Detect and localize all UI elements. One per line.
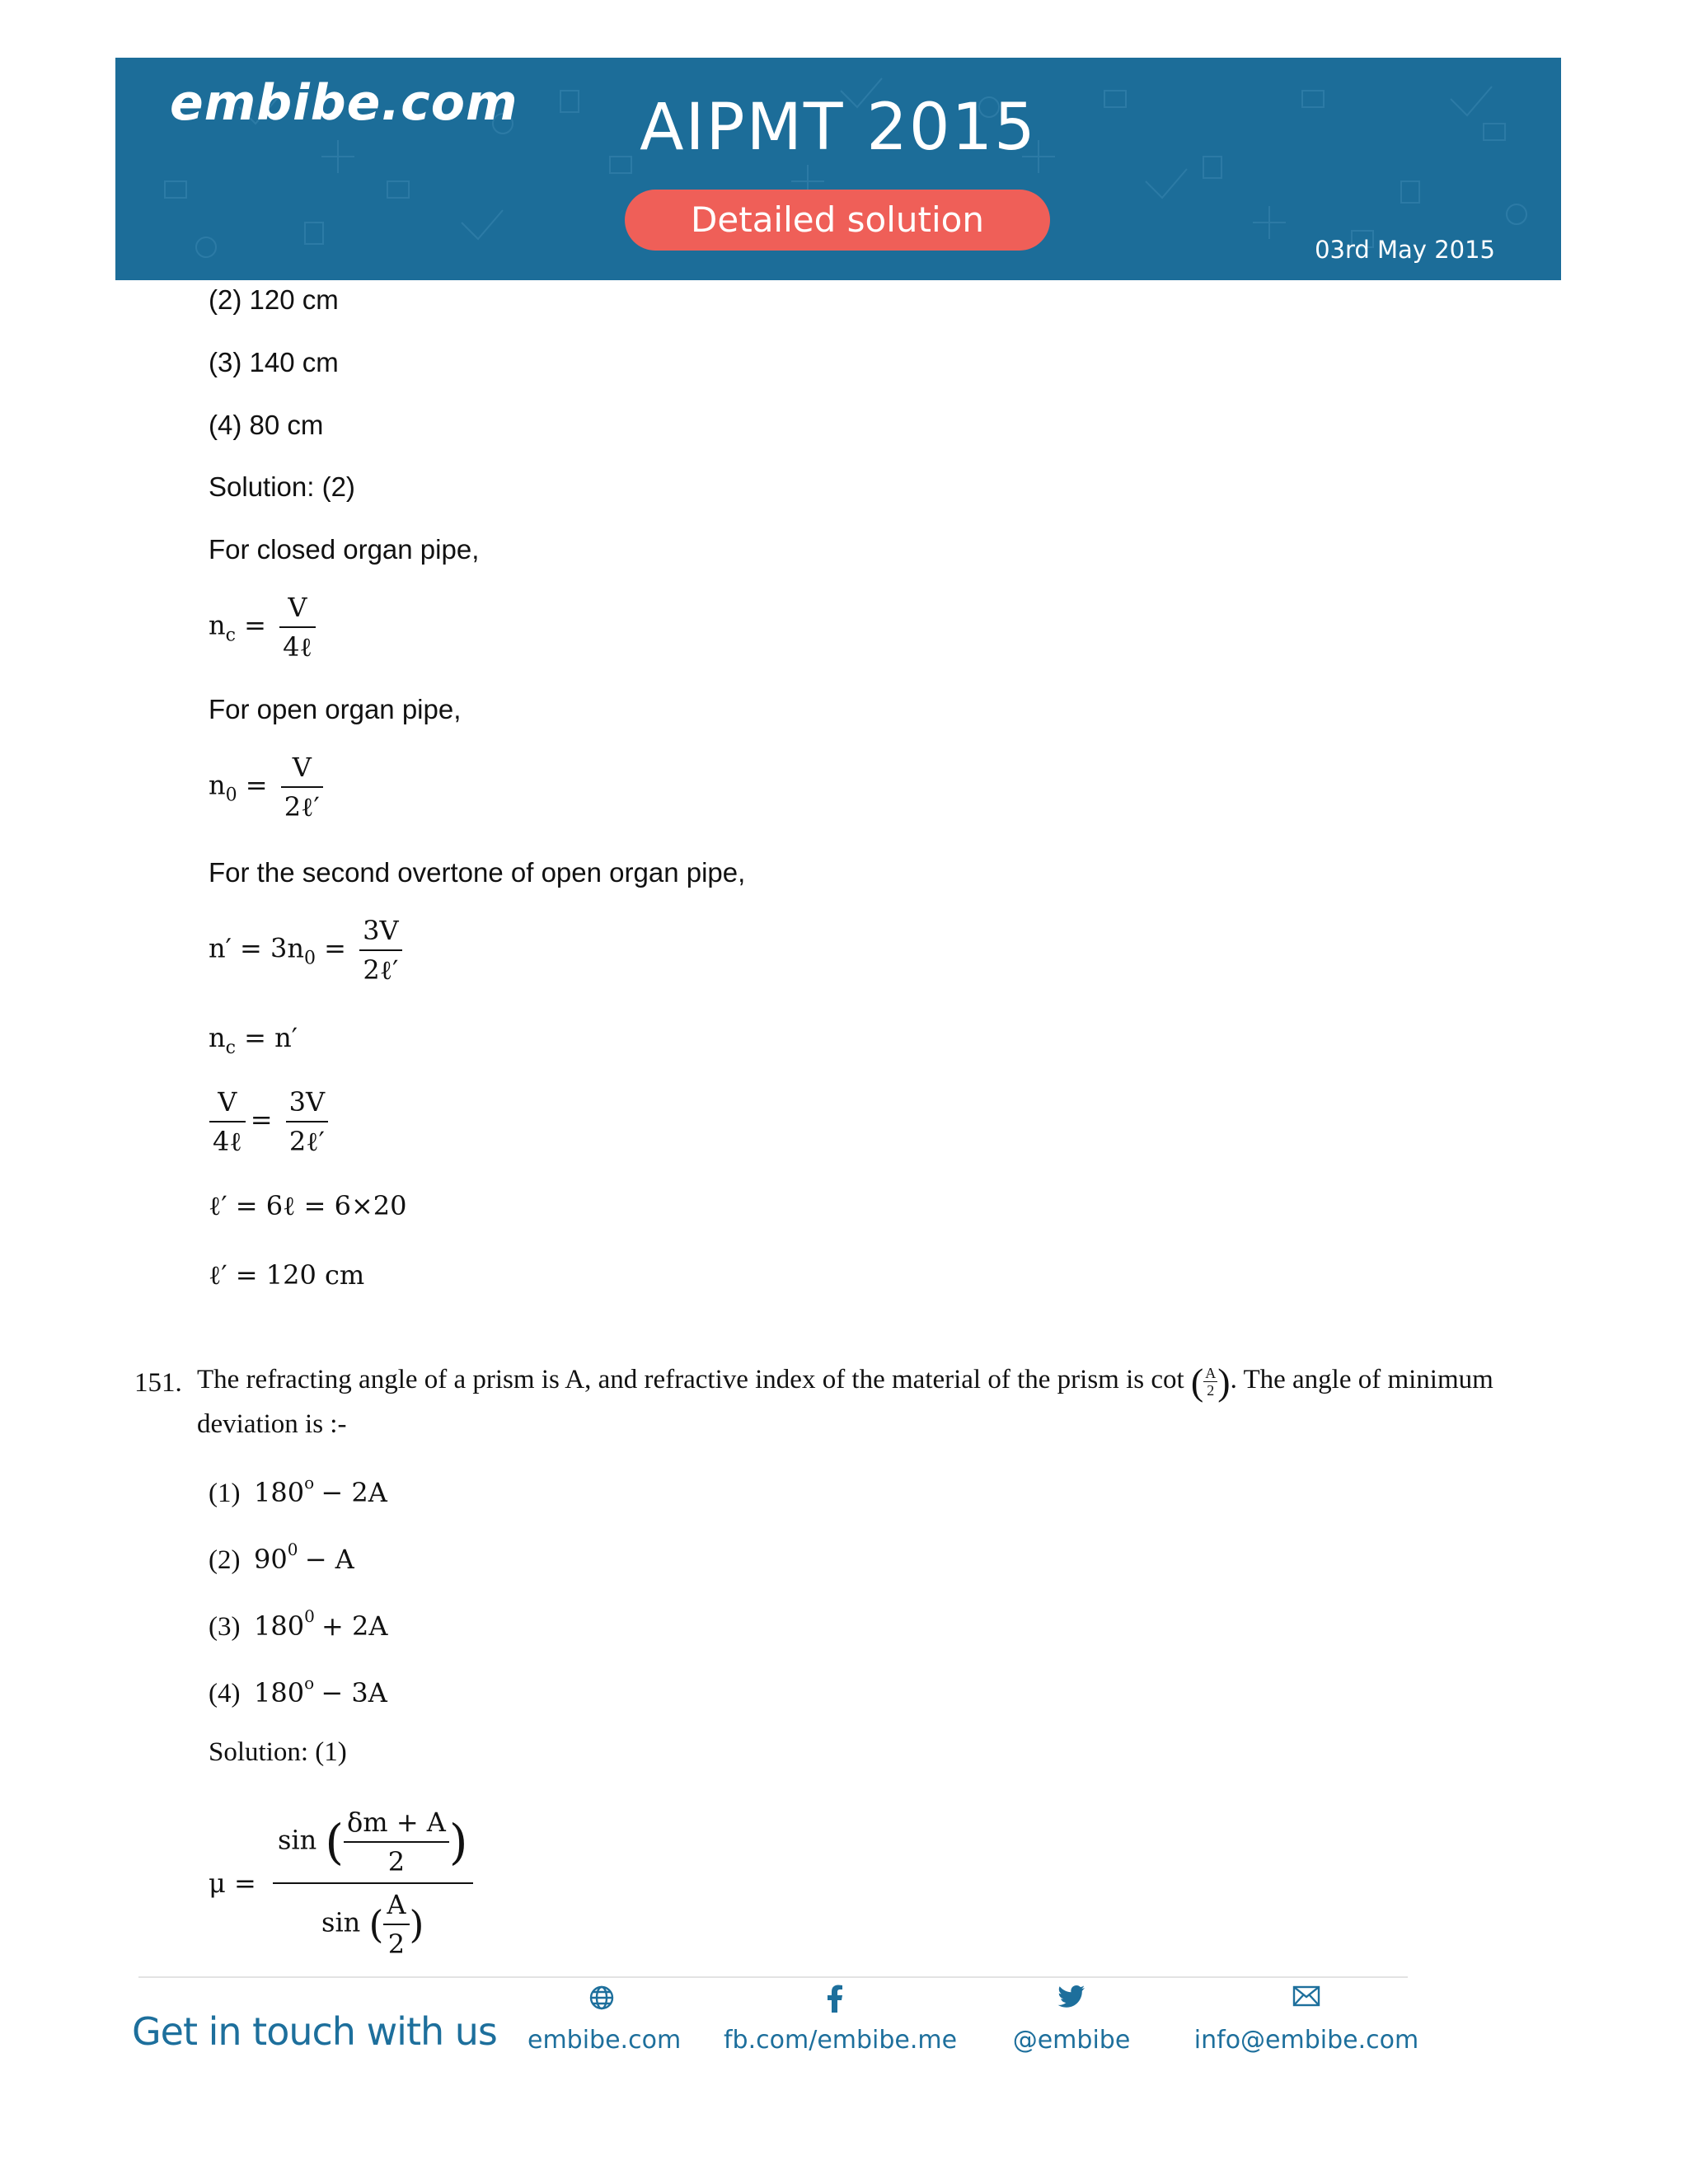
solution-label: Solution: (2) (209, 471, 355, 502)
q151-option-3: (3) $180^0 + 2A$ (209, 1606, 388, 1642)
exam-title: AIPMT 2015 (640, 91, 1037, 165)
q151-option-2: (2) $90^0 - A$ (209, 1540, 354, 1575)
facebook-icon (724, 1985, 946, 2018)
option-2: (2) 120 cm (209, 284, 339, 315)
q151-option-4: (4) 180$^o$ − 3A (209, 1673, 387, 1708)
footer-link-twitter[interactable] (1001, 1985, 1142, 2055)
question-number: 151. (134, 1368, 182, 1398)
footer-link-facebook-label[interactable]: fb.com/embibe.me (724, 2026, 958, 2055)
question-stem-line-1: The refracting angle of a prism is A, and refractive index of the material of the prism is cot ( $\frac{A}{2}$ ). The angle of minimum (197, 1361, 1493, 1403)
q151-option-1: (1) 180$^o$ − 2A (209, 1473, 387, 1508)
option-4: (4) 80 cm (209, 410, 324, 440)
footer-link-website-label[interactable]: embibe.com (528, 2026, 682, 2055)
detailed-solution-badge: Detailed solution (625, 190, 1050, 251)
footer-link-email-label[interactable]: info@embibe.com (1193, 2026, 1419, 2055)
second-overtone-text: For the second overtone of open organ pipe, (209, 857, 746, 888)
open-pipe-text: For open organ pipe, (209, 694, 462, 724)
equation-length-1: ℓ′ = 6ℓ = 6×20 (209, 1190, 407, 1221)
footer-link-twitter-label[interactable]: @embibe (1012, 2026, 1131, 2055)
equation-n0: $n_0$ = $\frac{V}{\text{2ℓ′}}$ (209, 752, 328, 823)
closed-pipe-text: For closed organ pipe, (209, 534, 480, 565)
equation-nc-equals: $n_c = n'$ (209, 1022, 298, 1058)
equation-mu: μ = sin ( $\frac{\delta m + A}{2}$ ) sin ( $\frac{A}{2}$ ) (209, 1807, 478, 1960)
globe-icon (528, 1985, 676, 2018)
equation-ratio: $\frac{V}{\text{4ℓ}}$ = $\frac{3V}{\text{2ℓ′}}$ (204, 1086, 333, 1157)
twitter-icon (1001, 1985, 1142, 2018)
footer-link-website[interactable] (528, 1985, 682, 2055)
header-banner (115, 58, 1561, 280)
equation-n-prime: $n' = 3n_0$ = $\frac{3V}{\text{2ℓ′}}$ (209, 915, 407, 986)
get-in-touch-heading: Get in touch with us (132, 2009, 497, 2054)
footer-link-facebook[interactable] (724, 1985, 958, 2055)
footer-link-email[interactable] (1191, 1985, 1422, 2055)
exam-date: 03rd May 2015 (1315, 236, 1495, 264)
q151-solution-label: Solution: (1) (209, 1737, 347, 1767)
mail-icon (1191, 1985, 1422, 2018)
brand-logo: embibe.com (170, 74, 518, 132)
footer-divider (138, 1976, 1408, 1978)
question-stem-line-2: deviation is :- (197, 1409, 347, 1439)
option-3: (3) 140 cm (209, 347, 339, 377)
equation-length-2: ℓ′ = 120 cm (209, 1259, 365, 1291)
equation-nc: $n_c$ = $\frac{V}{\text{4ℓ}}$ (209, 592, 321, 663)
